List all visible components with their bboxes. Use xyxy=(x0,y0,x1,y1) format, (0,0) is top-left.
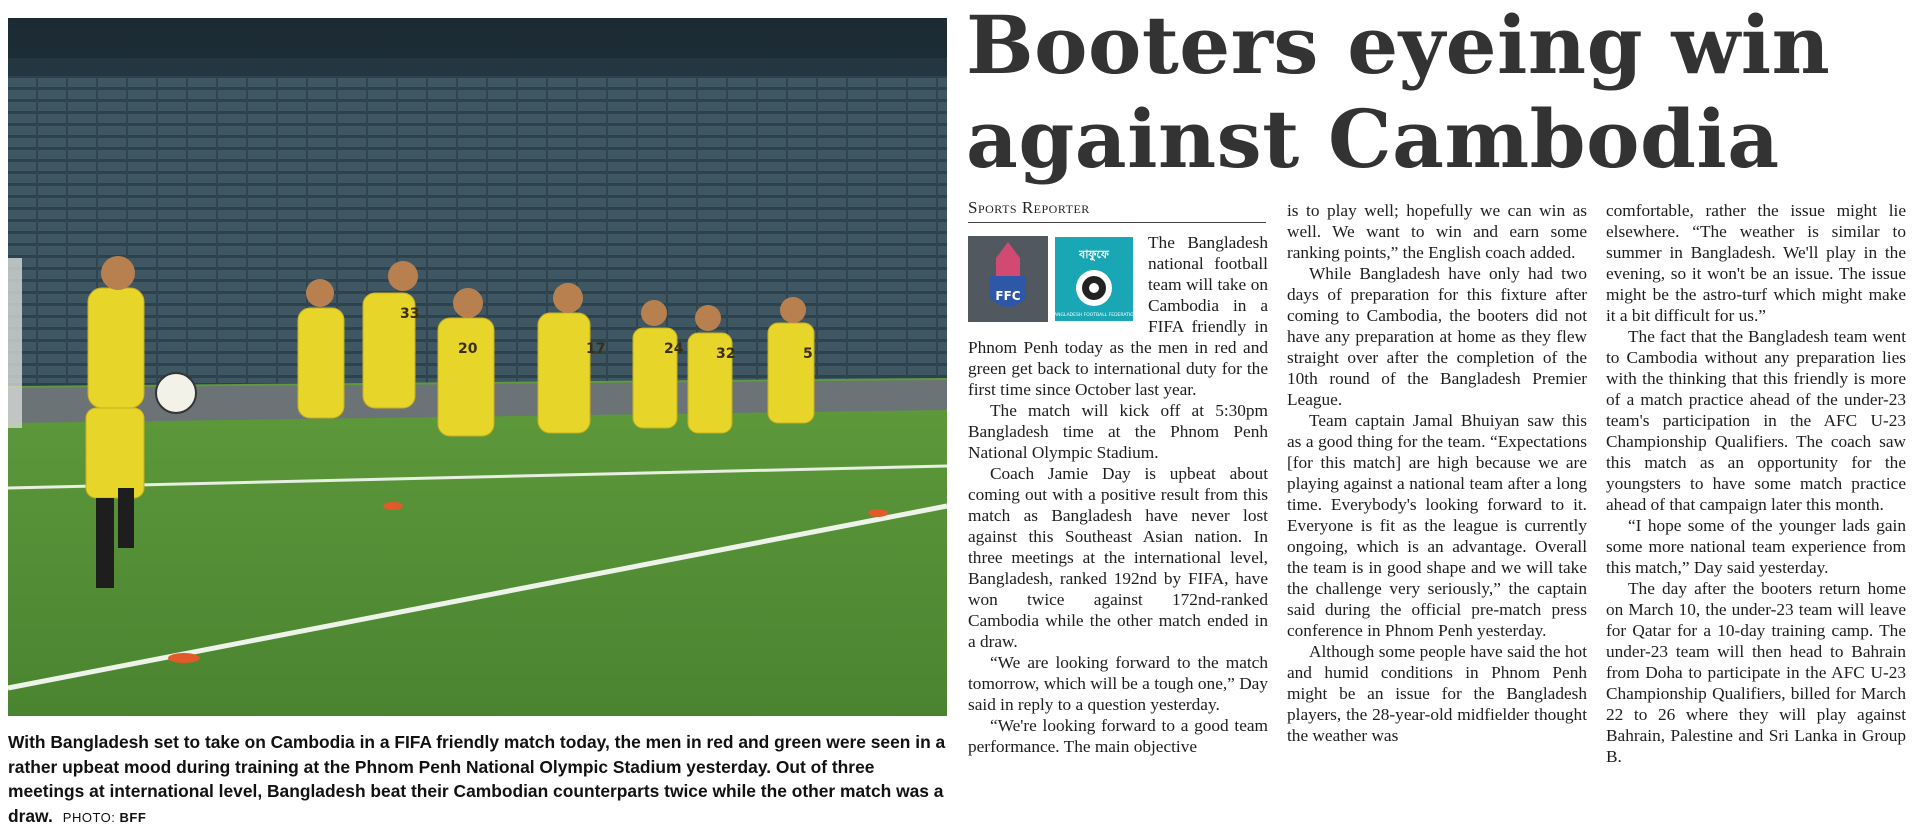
article-paragraph: Team captain Jamal Bhuiyan saw this as a good thing for the team. “Expectations [for this match] are high because we are playing against a national team after a long time. Everybody's looking forward to it. Everyone is fit as the league is currently ongoing, which is an advantage. Overall the team is in good shape and we will take the challenge very seriously,” the captain said during the official pre-match press conference in Phnom Penh yesterday. xyxy=(1287,411,1587,640)
training-photo xyxy=(8,18,947,716)
byline-rule xyxy=(968,222,1266,223)
team-logos xyxy=(968,236,1138,328)
bff-crest-icon xyxy=(1050,236,1138,322)
article-paragraph: is to play well; hopefully we can win as well. We want to win and earn some ranking points,” the English coach added. xyxy=(1287,201,1587,262)
article-paragraph: Although some people have said the hot and humid conditions in Phnom Penh might be an issue for the Bangladesh players, the 28-year-old midfielder thought the weather was xyxy=(1287,642,1587,745)
training-photo-illustration xyxy=(8,18,947,716)
jersey-number: 24 xyxy=(664,341,684,357)
ffc-logo-text: FFC xyxy=(995,289,1021,303)
article-column-3 xyxy=(1606,200,1906,767)
jersey-number: 20 xyxy=(458,341,478,357)
article-paragraph: comfortable, rather the issue might lie elsewhere. “The weather is similar to summer in Bangladesh. We'll play in the evening, so it won't be an issue. The issue might be the astro-turf which might make it a bit difficult for us.” xyxy=(1606,201,1906,325)
jersey-number: 17 xyxy=(586,341,606,357)
ffc-crest-icon xyxy=(968,236,1048,322)
credit-source: BFF xyxy=(119,809,147,825)
bff-logo xyxy=(1050,236,1138,322)
headline-line-2: against Cambodia xyxy=(966,92,1780,186)
cambodia-ffc-logo xyxy=(968,236,1048,322)
article-paragraph: The day after the booters return home on March 10, the under-23 team will leave for Qatar for a 10-day training camp. The under-23 team will then head to Bahrain from Doha to participate in the AFC U-23 Championship Qualifiers, billed for March 22 to 26 where they will play against Bahrain, Palestine and Sri Lanka in Group B. xyxy=(1606,579,1906,766)
headline xyxy=(966,0,1916,186)
article-column-2 xyxy=(1287,200,1587,746)
jersey-number: 5 xyxy=(803,346,813,362)
jersey-number: 33 xyxy=(400,306,420,322)
credit-label: PHOTO: xyxy=(62,809,116,825)
article-paragraph: Coach Jamie Day is upbeat about coming out with a positive result from this match as Bangladesh have never lost against this Southeast Asian nation. In three meetings at the international level, Bangladesh, ranked 192nd by FIFA, have won twice against 172nd-ranked Cambodia while the other match ended in a draw. xyxy=(968,464,1268,651)
jersey-number: 32 xyxy=(716,346,736,362)
article-paragraph: “I hope some of the younger lads gain some more national team experience from this match,” Day said yesterday. xyxy=(1606,516,1906,577)
headline-line-1: Booters eyeing win xyxy=(966,0,1831,92)
article-paragraph: The fact that the Bangladesh team went to Cambodia without any preparation lies with the thinking that this friendly is more of a match practice ahead of the under-23 team's participation in the AFC U-23 Championship Qualifiers. The coach saw this match as an opportunity for the youngsters to have some match practice ahead of that campaign later this month. xyxy=(1606,327,1906,514)
svg-text:বাফুফে: বাফুফে xyxy=(1079,248,1109,261)
article-paragraph: “We are looking forward to the match tomorrow, which will be a tough one,” Day said in reply to a question yesterday. xyxy=(968,653,1268,714)
photo-credit xyxy=(63,810,147,825)
article-paragraph: “We're looking forward to a good team performance. The main objective xyxy=(968,716,1268,756)
bff-logo-text: BANGLADESH FOOTBALL FEDERATION xyxy=(1050,313,1138,318)
article-paragraph: The match will kick off at 5:30pm Bangladesh time at the Phnom Penh National Olympic Stadium. xyxy=(968,401,1268,462)
article-column-1 xyxy=(968,232,1268,757)
photo-caption xyxy=(8,730,953,830)
article-paragraph: The Bangladesh national football team will take on Cambodia in a FIFA friendly in Phnom Penh today as the men in red and green get back to international duty for the first time since October last year. xyxy=(968,233,1268,399)
article-paragraph: While Bangladesh have only had two days of preparation for this fixture after coming to Cambodia, the booters did not have any preparation at home as they flew straight over after the completion of the 10th round of the Bangladesh Premier League. xyxy=(1287,264,1587,409)
byline: Sports Reporter xyxy=(968,198,1090,217)
caption-text: With Bangladesh set to take on Cambodia in a FIFA friendly match today, the men in red and green were seen in a rather upbeat mood during training at the Phnom Penh National Olympic Stadium yesterday. Out of three meetings at international level, Bangladesh beat their Cambodian counterparts twice while the other match was a draw. xyxy=(8,732,946,826)
